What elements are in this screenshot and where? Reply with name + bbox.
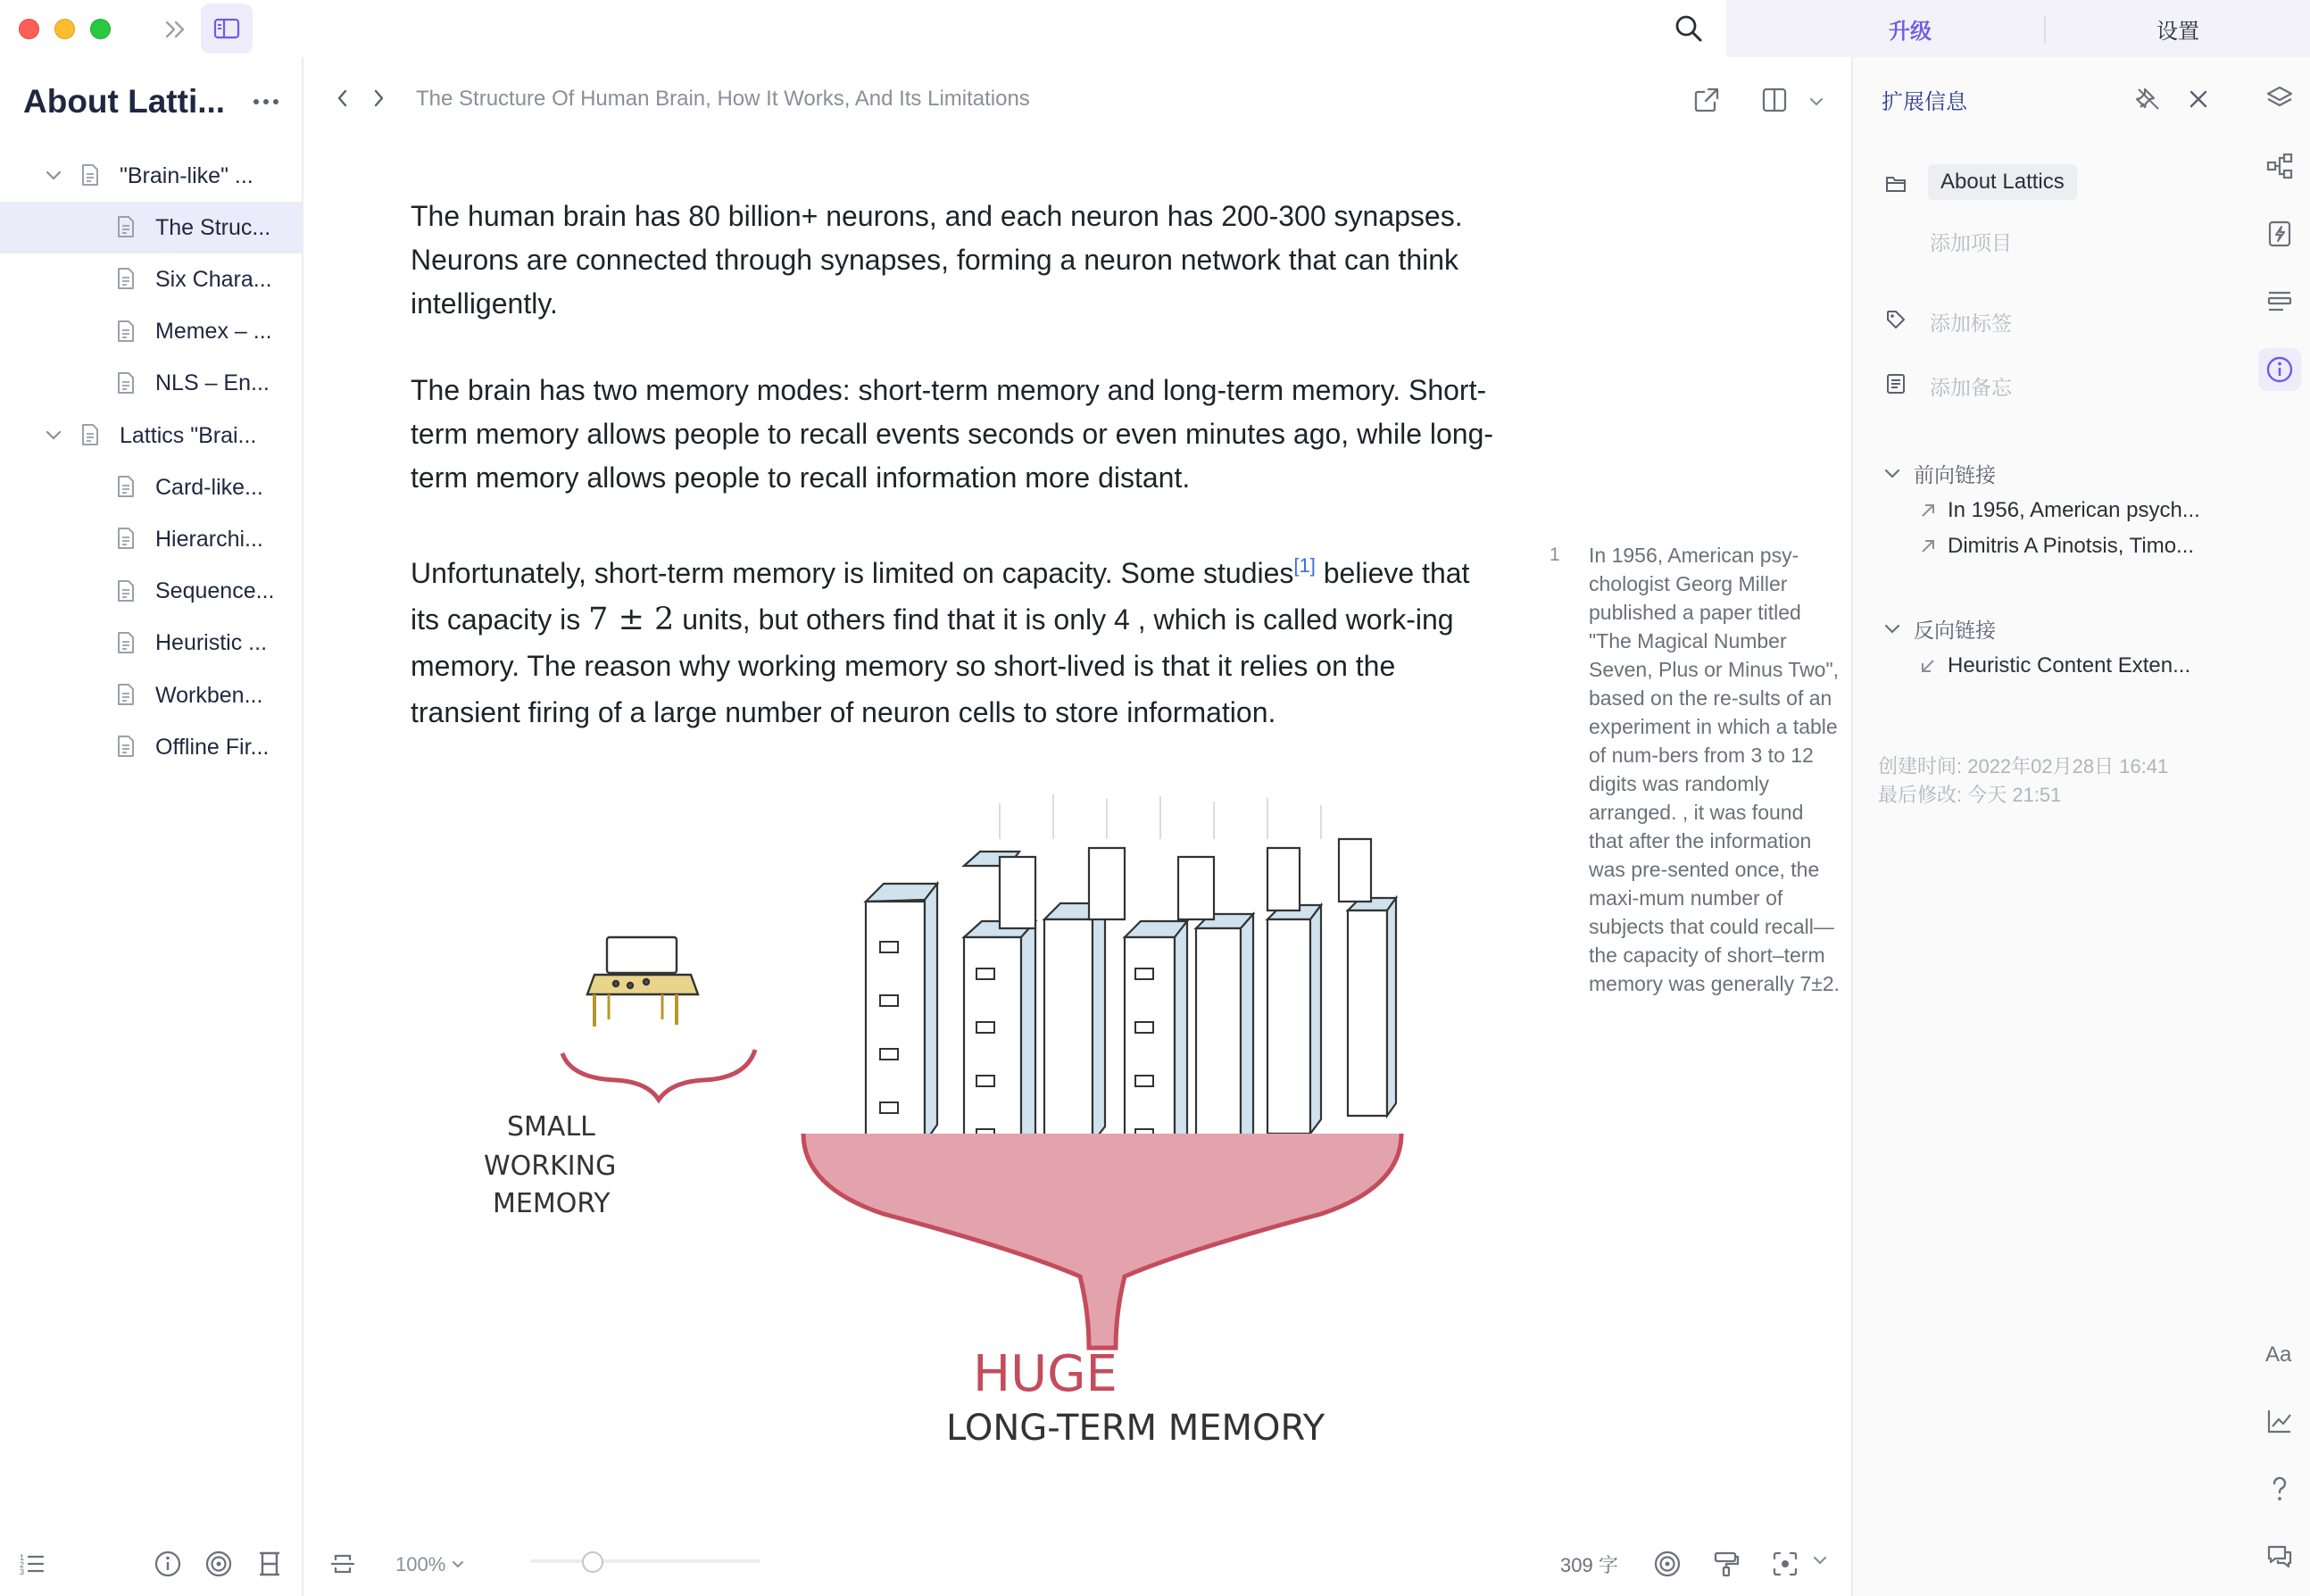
created-time: 创建时间: 2022年02月28日 16:41 xyxy=(1878,755,2169,777)
tree-doc-item[interactable] xyxy=(0,254,302,305)
document-icon xyxy=(116,371,137,396)
modified-time: 最后修改: 今天 21:51 xyxy=(1878,784,2062,806)
chevron-down-icon[interactable] xyxy=(1812,1555,1833,1573)
chevron-down-icon[interactable] xyxy=(43,425,64,446)
open-external-icon[interactable] xyxy=(1689,82,1724,118)
tree-item-label: Hierarchi... xyxy=(155,526,263,552)
document-icon xyxy=(116,527,137,552)
arrow-up-right-icon xyxy=(1919,537,1937,555)
chevron-down-icon[interactable] xyxy=(1803,89,1830,114)
strikethrough-icon[interactable] xyxy=(328,1550,357,1578)
screenshot-icon[interactable] xyxy=(1771,1550,1799,1578)
footnote-number: 1 xyxy=(1550,544,1560,565)
collapse-all-icon[interactable] xyxy=(255,1550,284,1578)
chevron-down-icon xyxy=(1883,623,1901,636)
document-icon xyxy=(80,163,102,188)
tree-item-label: Workben... xyxy=(155,682,263,708)
tree-item-label: Heuristic ... xyxy=(155,630,268,656)
small-label: SMALL xyxy=(507,1111,595,1143)
tree-doc-item[interactable] xyxy=(0,202,302,254)
more-icon[interactable] xyxy=(248,86,284,118)
forward-arrow-icon[interactable] xyxy=(366,86,391,111)
tree-item-label: Six Chara... xyxy=(155,266,272,292)
memory-label: MEMORY xyxy=(493,1188,611,1219)
tree-item-label: Sequence... xyxy=(155,578,275,604)
tree-item-label: Memex – ... xyxy=(155,319,272,345)
graph-icon[interactable] xyxy=(2258,145,2301,187)
huge-label: HUGE xyxy=(973,1345,1118,1403)
chevron-down-icon[interactable] xyxy=(43,165,64,187)
document-icon xyxy=(116,267,137,292)
paragraph: The brain has two memory modes: short-term memory and long-term memory. Short-term memory allows people to recall events seconds or even minutes ago, while long-term memory allows people to recall information more distant. xyxy=(411,374,1494,494)
tree-doc-item[interactable] xyxy=(0,461,302,513)
settings-button[interactable]: 设置 xyxy=(2156,19,2199,44)
working-label: WORKING xyxy=(484,1151,617,1182)
paragraph-text: units, but others find that it is only 4 , which is called work-ing memory. The reason why working memory so short-lived is that it relies on the transient firing of a large number of neuron cells to store information. xyxy=(411,603,1454,728)
document-icon xyxy=(116,215,137,240)
sidebar-toggle-icon[interactable] xyxy=(201,4,253,54)
arrow-down-left-icon xyxy=(1919,657,1937,675)
forward-link[interactable] xyxy=(1919,534,2194,559)
footnote-reference[interactable]: [1] xyxy=(1293,554,1316,577)
close-icon[interactable] xyxy=(2181,82,2215,116)
document-icon xyxy=(116,631,137,656)
chevron-down-icon xyxy=(1883,468,1901,480)
tree-folder-item[interactable] xyxy=(0,150,302,202)
zoom-value: 100% xyxy=(395,1553,446,1575)
document-icon xyxy=(116,475,137,500)
math-formula: 7 ± 2 xyxy=(588,601,675,637)
long-term-label: LONG-TERM MEMORY xyxy=(946,1408,1325,1449)
feedback-icon[interactable] xyxy=(2258,1535,2301,1578)
svg-text:1: 1 xyxy=(20,1553,25,1562)
tree-item-label: "Brain-like" ... xyxy=(120,162,253,188)
back-link[interactable] xyxy=(1919,653,2190,678)
paragraph xyxy=(411,543,1500,736)
layers-icon[interactable] xyxy=(2258,77,2301,120)
statistics-icon[interactable] xyxy=(2258,1400,2301,1442)
zoom-slider-handle[interactable] xyxy=(582,1551,603,1573)
format-painter-icon[interactable] xyxy=(1712,1550,1741,1578)
forward-link-label: In 1956, American psych... xyxy=(1948,498,2200,522)
zoom-slider[interactable] xyxy=(530,1559,760,1563)
outline-icon[interactable] xyxy=(2258,280,2301,323)
breadcrumb: The Structure Of Human Brain, How It Works, And Its Limitations xyxy=(416,87,1030,111)
footnote-text: In 1956, American psy-chologist Georg Miller published a paper titled "The Magical Number Seven, Plus or Minus Two", based on the re-sults of an experiment in which a table of num-bers from 3 to 12 digits was randomly arranged. , it was found that after the information was pre-sented once, the maxi-mum number of subjects that could recall—the capacity of short–term memory was generally 7±2. xyxy=(1589,544,1841,995)
add-project-button[interactable]: 添加项目 xyxy=(1930,231,2012,254)
folder-icon xyxy=(1883,171,1908,196)
split-view-icon[interactable] xyxy=(1757,82,1792,118)
panel-title: 扩展信息 xyxy=(1882,89,1967,114)
add-note-button[interactable]: 添加备忘 xyxy=(1930,376,2012,399)
info-panel-icon[interactable] xyxy=(2258,348,2301,391)
forward-links-title: 前向链接 xyxy=(1914,463,1996,486)
tree-doc-item[interactable] xyxy=(0,721,302,773)
info-panel xyxy=(1851,57,2251,1596)
tree-item-label: Offline Fir... xyxy=(155,734,270,760)
tree-doc-item[interactable] xyxy=(0,513,302,565)
small-brace xyxy=(562,1050,755,1100)
tree-item-label: NLS – En... xyxy=(155,370,270,396)
note-icon xyxy=(1883,371,1908,396)
expand-icon[interactable] xyxy=(159,12,193,46)
focus-target-icon[interactable] xyxy=(1653,1550,1682,1578)
back-links-header[interactable] xyxy=(1883,614,1996,644)
desk-drawing xyxy=(587,937,698,1027)
window-close-button[interactable] xyxy=(19,19,39,39)
document-icon xyxy=(80,423,102,448)
forward-link-label: Dimitris A Pinotsis, Timo... xyxy=(1948,534,2195,558)
tag-icon xyxy=(1883,307,1908,332)
paragraph: The human brain has 80 billion+ neurons, and each neuron has 200-300 synapses. Neurons are connected through synapses, forming a neuron network that can think intelligently. xyxy=(411,200,1463,320)
arrow-up-right-icon xyxy=(1919,502,1937,520)
pin-icon[interactable] xyxy=(2131,82,2165,116)
outline-list-icon[interactable] xyxy=(18,1550,46,1578)
svg-text:2: 2 xyxy=(20,1560,25,1569)
tree-folder-item[interactable] xyxy=(0,410,302,461)
paragraph-text: believe that its capacity is xyxy=(411,556,1470,636)
tree-doc-item[interactable] xyxy=(0,306,302,358)
document-icon xyxy=(116,735,137,760)
document-icon xyxy=(116,579,137,604)
tree-doc-item[interactable] xyxy=(0,358,302,410)
forward-link[interactable] xyxy=(1919,498,2200,523)
tree-doc-item[interactable] xyxy=(0,566,302,618)
project-title[interactable]: About Latti... xyxy=(23,83,226,120)
large-brace xyxy=(803,1134,1401,1348)
tree-item-label: Lattics "Brai... xyxy=(120,422,257,448)
forward-links-header[interactable] xyxy=(1883,459,1996,488)
document-icon xyxy=(116,320,137,345)
back-links-title: 反向链接 xyxy=(1914,619,1996,642)
document-icon xyxy=(116,683,137,708)
tree-doc-item[interactable] xyxy=(0,618,302,669)
paragraph-text: Unfortunately, short-term memory is limited on capacity. Some studies xyxy=(411,556,1294,589)
memory-illustration xyxy=(464,786,1446,1473)
back-arrow-icon[interactable] xyxy=(330,86,355,111)
add-tag-button[interactable]: 添加标签 xyxy=(1930,312,2012,335)
upgrade-button[interactable]: 升级 xyxy=(1889,19,1932,44)
zoom-select[interactable] xyxy=(395,1550,476,1579)
svg-text:3: 3 xyxy=(20,1567,25,1576)
tree-item-label: The Struc... xyxy=(155,214,271,240)
word-count: 309 字 xyxy=(1560,1553,1618,1576)
back-link-label: Heuristic Content Exten... xyxy=(1948,653,2191,677)
font-size-icon[interactable] xyxy=(2258,1332,2301,1375)
target-icon[interactable] xyxy=(204,1550,233,1578)
info-icon[interactable] xyxy=(154,1550,182,1578)
help-icon[interactable] xyxy=(2258,1467,2301,1510)
window-maximize-button[interactable] xyxy=(90,19,111,39)
window-minimize-button[interactable] xyxy=(54,19,75,39)
flash-card-icon[interactable] xyxy=(2258,212,2301,255)
tree-doc-item[interactable] xyxy=(0,669,302,721)
search-icon[interactable] xyxy=(1671,11,1707,46)
svg-text:Aa: Aa xyxy=(2265,1342,2292,1367)
project-chip[interactable]: About Lattics xyxy=(1928,164,2077,200)
tree-item-label: Card-like... xyxy=(155,474,263,500)
divider xyxy=(2044,16,2046,43)
